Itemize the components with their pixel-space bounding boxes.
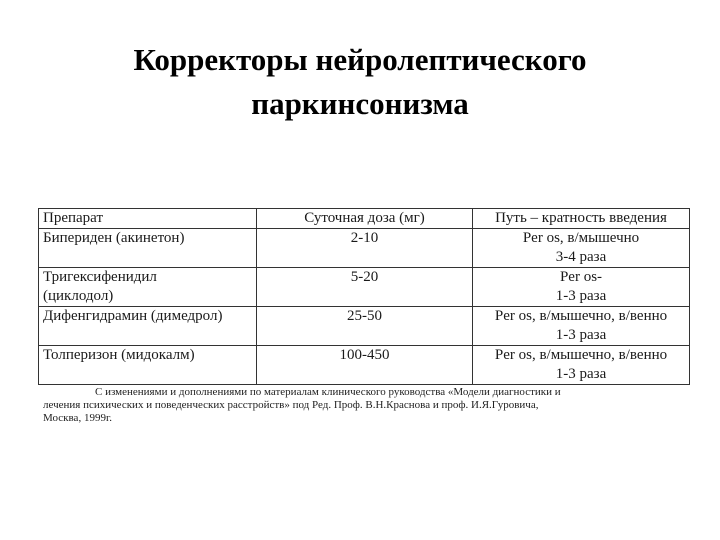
route-line: 1-3 раза [555,327,607,343]
route-cell [473,307,690,346]
column-header-drug: Препарат [39,209,257,229]
drug-name: (циклодол) [43,288,114,304]
route-line: Per os, в/мышечно, в/венно [494,347,668,363]
route-line: Per os- [559,269,603,285]
page-title-line-2: паркинсонизма [251,86,469,121]
source-footnote [43,386,643,425]
drug-name: Дифенгидрамин (димедрол) [43,308,223,324]
route-line: Per os, в/мышечно [522,230,640,246]
route-cell [473,229,690,268]
route-cell [473,268,690,307]
drug-cell [39,268,257,307]
table-header-row [39,209,690,229]
table-row [39,229,690,268]
page-title-line-1: Корректоры нейролептического [133,42,587,77]
route-line: Per os, в/мышечно, в/венно [494,308,668,324]
drug-name: Бипериден (акинетон) [43,230,185,246]
footnote-line-2: лечения психических и поведенческих расстройств» под Ред. Проф. В.Н.Краснова и проф. И.Я.Гуровича, [43,399,539,411]
page-title [0,38,720,126]
drug-cell [39,346,257,385]
route-line: 1-3 раза [555,288,607,304]
dose-cell: 100-450 [257,346,473,385]
drug-cell [39,229,257,268]
column-header-route: Путь – кратность введения [473,209,690,229]
route-line: 3-4 раза [555,249,607,265]
drug-name: Тригексифенидил [43,269,157,285]
footnote-line-3: Москва, 1999г. [43,412,112,424]
table-row [39,268,690,307]
drug-name: Толперизон (мидокалм) [43,347,195,363]
route-line: 1-3 раза [555,366,607,382]
table-row [39,346,690,385]
dose-cell: 5-20 [257,268,473,307]
drug-table-container [38,208,689,385]
dose-cell: 25-50 [257,307,473,346]
drug-cell [39,307,257,346]
route-cell [473,346,690,385]
footnote-line-1: С изменениями и дополнениями по материалам клинического руководства «Модели диагностики и [95,386,561,398]
table-row [39,307,690,346]
drug-table [38,208,690,385]
dose-cell: 2-10 [257,229,473,268]
column-header-dose: Суточная доза (мг) [257,209,473,229]
